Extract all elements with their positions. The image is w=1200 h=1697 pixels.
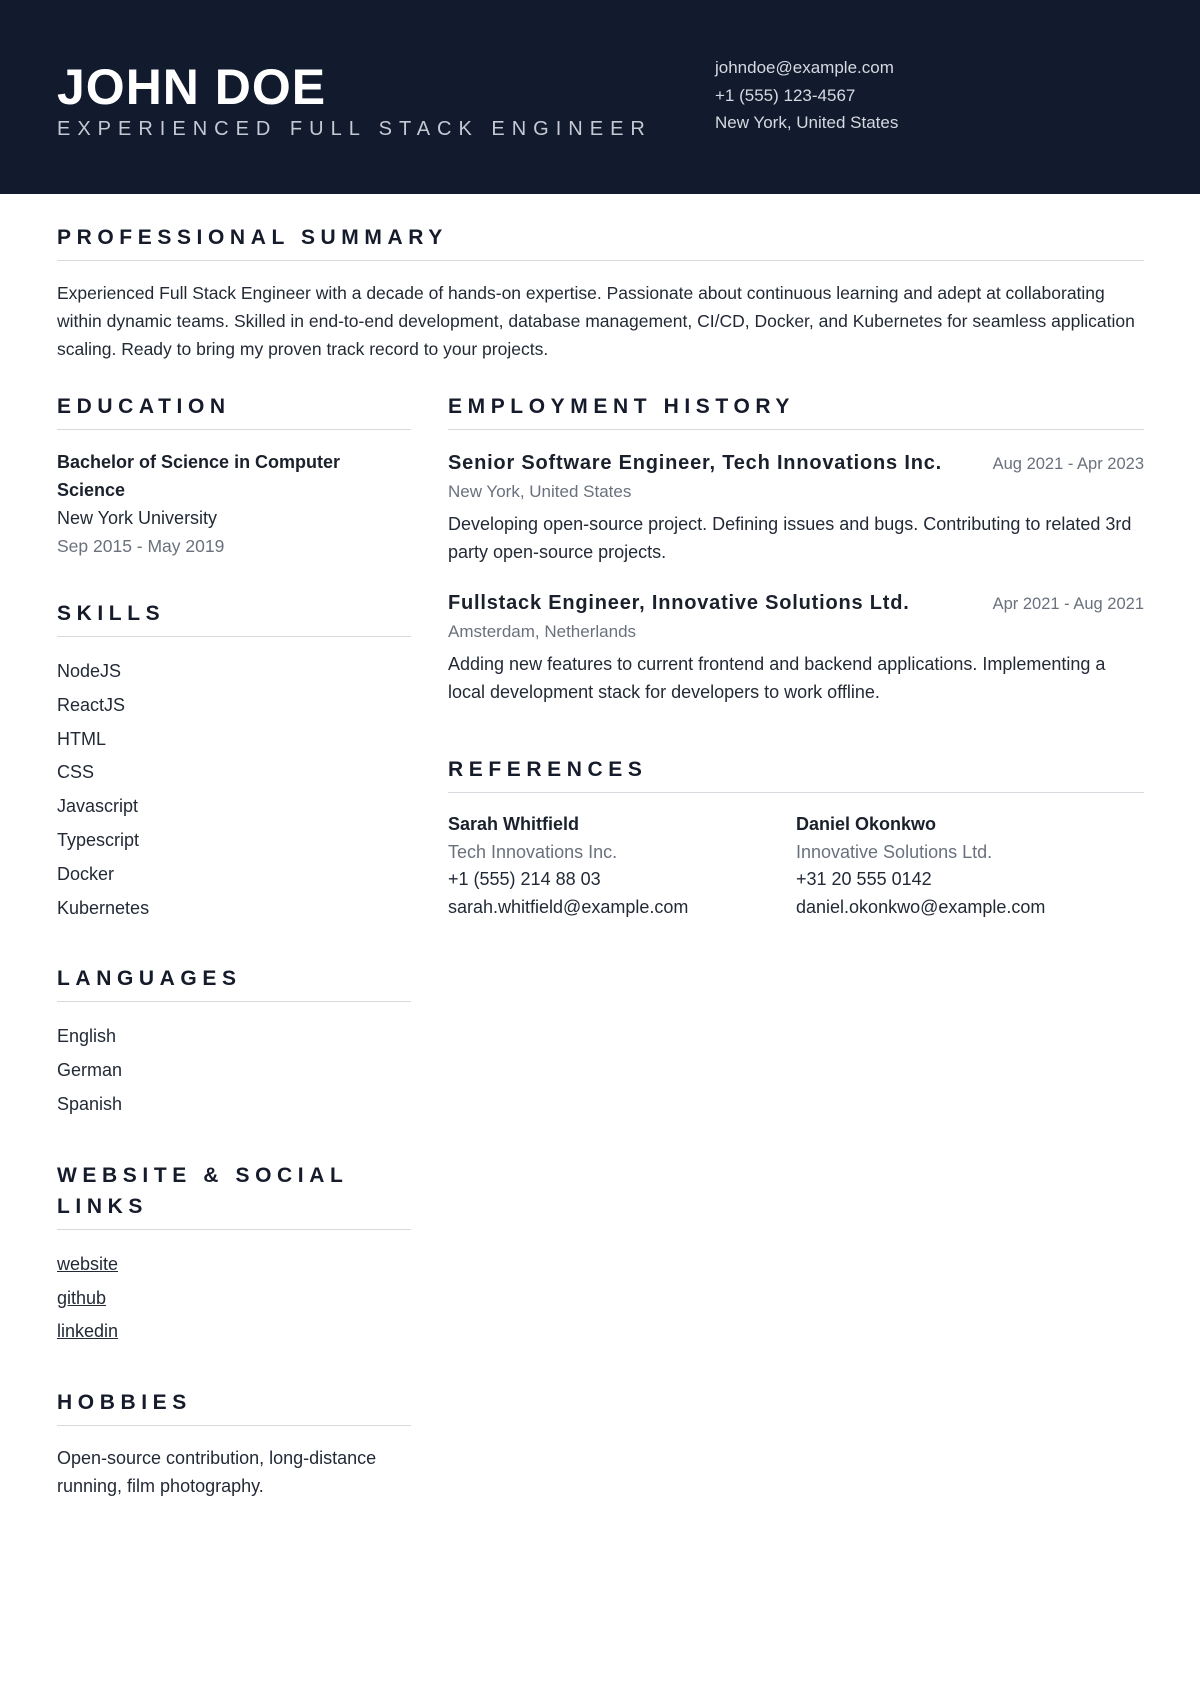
hobbies-text: Open-source contribution, long-distance running, film photography.	[57, 1448, 377, 1497]
references-section	[448, 754, 1144, 921]
language-item: English	[57, 1026, 117, 1047]
job-entry	[448, 588, 1144, 706]
section-heading: EDUCATION	[57, 391, 411, 430]
job-description: Developing open-source project. Defining issues and bugs. Contributing to related 3rd party open-source projects.	[448, 514, 1132, 562]
contact-phone: +1 (555) 123-4567	[715, 85, 856, 105]
section-heading: WEBSITE & SOCIAL LINKS	[57, 1160, 411, 1230]
links-list	[57, 1248, 411, 1349]
github-link[interactable]: github	[57, 1287, 107, 1308]
reference-phone: +31 20 555 0142	[796, 869, 932, 889]
languages-list	[57, 1020, 411, 1121]
language-item: Spanish	[57, 1093, 123, 1114]
contact-info	[715, 54, 898, 137]
job-description: Adding new features to current frontend and backend applications. Implementing a local development stack for developers to work offline.	[448, 654, 1106, 702]
links-section	[57, 1160, 411, 1349]
contact-location: New York, United States	[715, 113, 899, 132]
hobbies-section	[57, 1387, 411, 1500]
skill-item: ReactJS	[57, 694, 126, 715]
skill-item: Typescript	[57, 829, 140, 850]
resume-header	[0, 0, 1200, 194]
job-title: Senior Software Engineer, Tech Innovations Inc.	[448, 452, 942, 474]
reference-email: sarah.whitfield@example.com	[448, 896, 689, 917]
languages-section	[57, 963, 411, 1121]
reference-phone: +1 (555) 214 88 03	[448, 869, 601, 889]
section-heading: LANGUAGES	[57, 963, 411, 1002]
job-title: Fullstack Engineer, Innovative Solutions Ltd.	[448, 592, 910, 614]
job-entry	[448, 448, 1144, 566]
website-link[interactable]: website	[57, 1253, 119, 1274]
section-heading: PROFESSIONAL SUMMARY	[57, 222, 1144, 261]
job-location: Amsterdam, Netherlands	[448, 622, 637, 641]
education-school: New York University	[57, 508, 218, 528]
job-dates: Apr 2021 - Aug 2021	[992, 595, 1144, 613]
skill-item: NodeJS	[57, 661, 122, 681]
job-header	[448, 588, 1144, 618]
skill-item: HTML	[57, 728, 106, 749]
skills-section	[57, 598, 411, 925]
skill-item: CSS	[57, 762, 95, 783]
reference-name: Daniel Okonkwo	[796, 814, 937, 834]
linkedin-link[interactable]: linkedin	[57, 1321, 119, 1342]
reference-email: daniel.okonkwo@example.com	[796, 896, 1046, 917]
reference-card	[448, 811, 796, 921]
job-location: New York, United States	[448, 482, 632, 501]
skill-item: Kubernetes	[57, 897, 150, 918]
left-column	[57, 391, 411, 1538]
candidate-title: EXPERIENCED FULL STACK ENGINEER	[57, 118, 652, 140]
skills-list	[57, 655, 411, 925]
skill-item: Docker	[57, 863, 115, 884]
education-section	[57, 391, 411, 560]
section-heading: HOBBIES	[57, 1387, 411, 1426]
reference-card	[796, 811, 1144, 921]
section-heading: EMPLOYMENT HISTORY	[448, 391, 1144, 430]
right-column	[448, 391, 1144, 921]
language-item: German	[57, 1060, 123, 1081]
job-dates: Aug 2021 - Apr 2023	[992, 455, 1144, 473]
section-heading: SKILLS	[57, 598, 411, 637]
section-heading: REFERENCES	[448, 754, 1144, 793]
reference-company: Innovative Solutions Ltd.	[796, 841, 993, 862]
contact-email: johndoe@example.com	[715, 58, 894, 77]
job-header	[448, 448, 1144, 478]
summary-text: Experienced Full Stack Engineer with a decade of hands-on expertise. Passionate about continuous learning and adept at collaborating within dynamic teams. Skilled in end-to-end development, database management, CI/CD, Docker, and Kubernetes for seamless application scaling. Ready to bring my proven track record to your projects.	[57, 283, 1135, 359]
reference-company: Tech Innovations Inc.	[448, 841, 618, 862]
references-list	[448, 811, 1144, 921]
education-degree: Bachelor of Science in Computer Science	[57, 452, 341, 500]
employment-section	[448, 391, 1144, 706]
skill-item: Javascript	[57, 796, 139, 817]
candidate-name: JOHN DOE	[57, 59, 327, 115]
professional-summary-section	[57, 222, 1144, 363]
reference-name: Sarah Whitfield	[448, 814, 580, 834]
education-dates: Sep 2015 - May 2019	[57, 536, 225, 556]
